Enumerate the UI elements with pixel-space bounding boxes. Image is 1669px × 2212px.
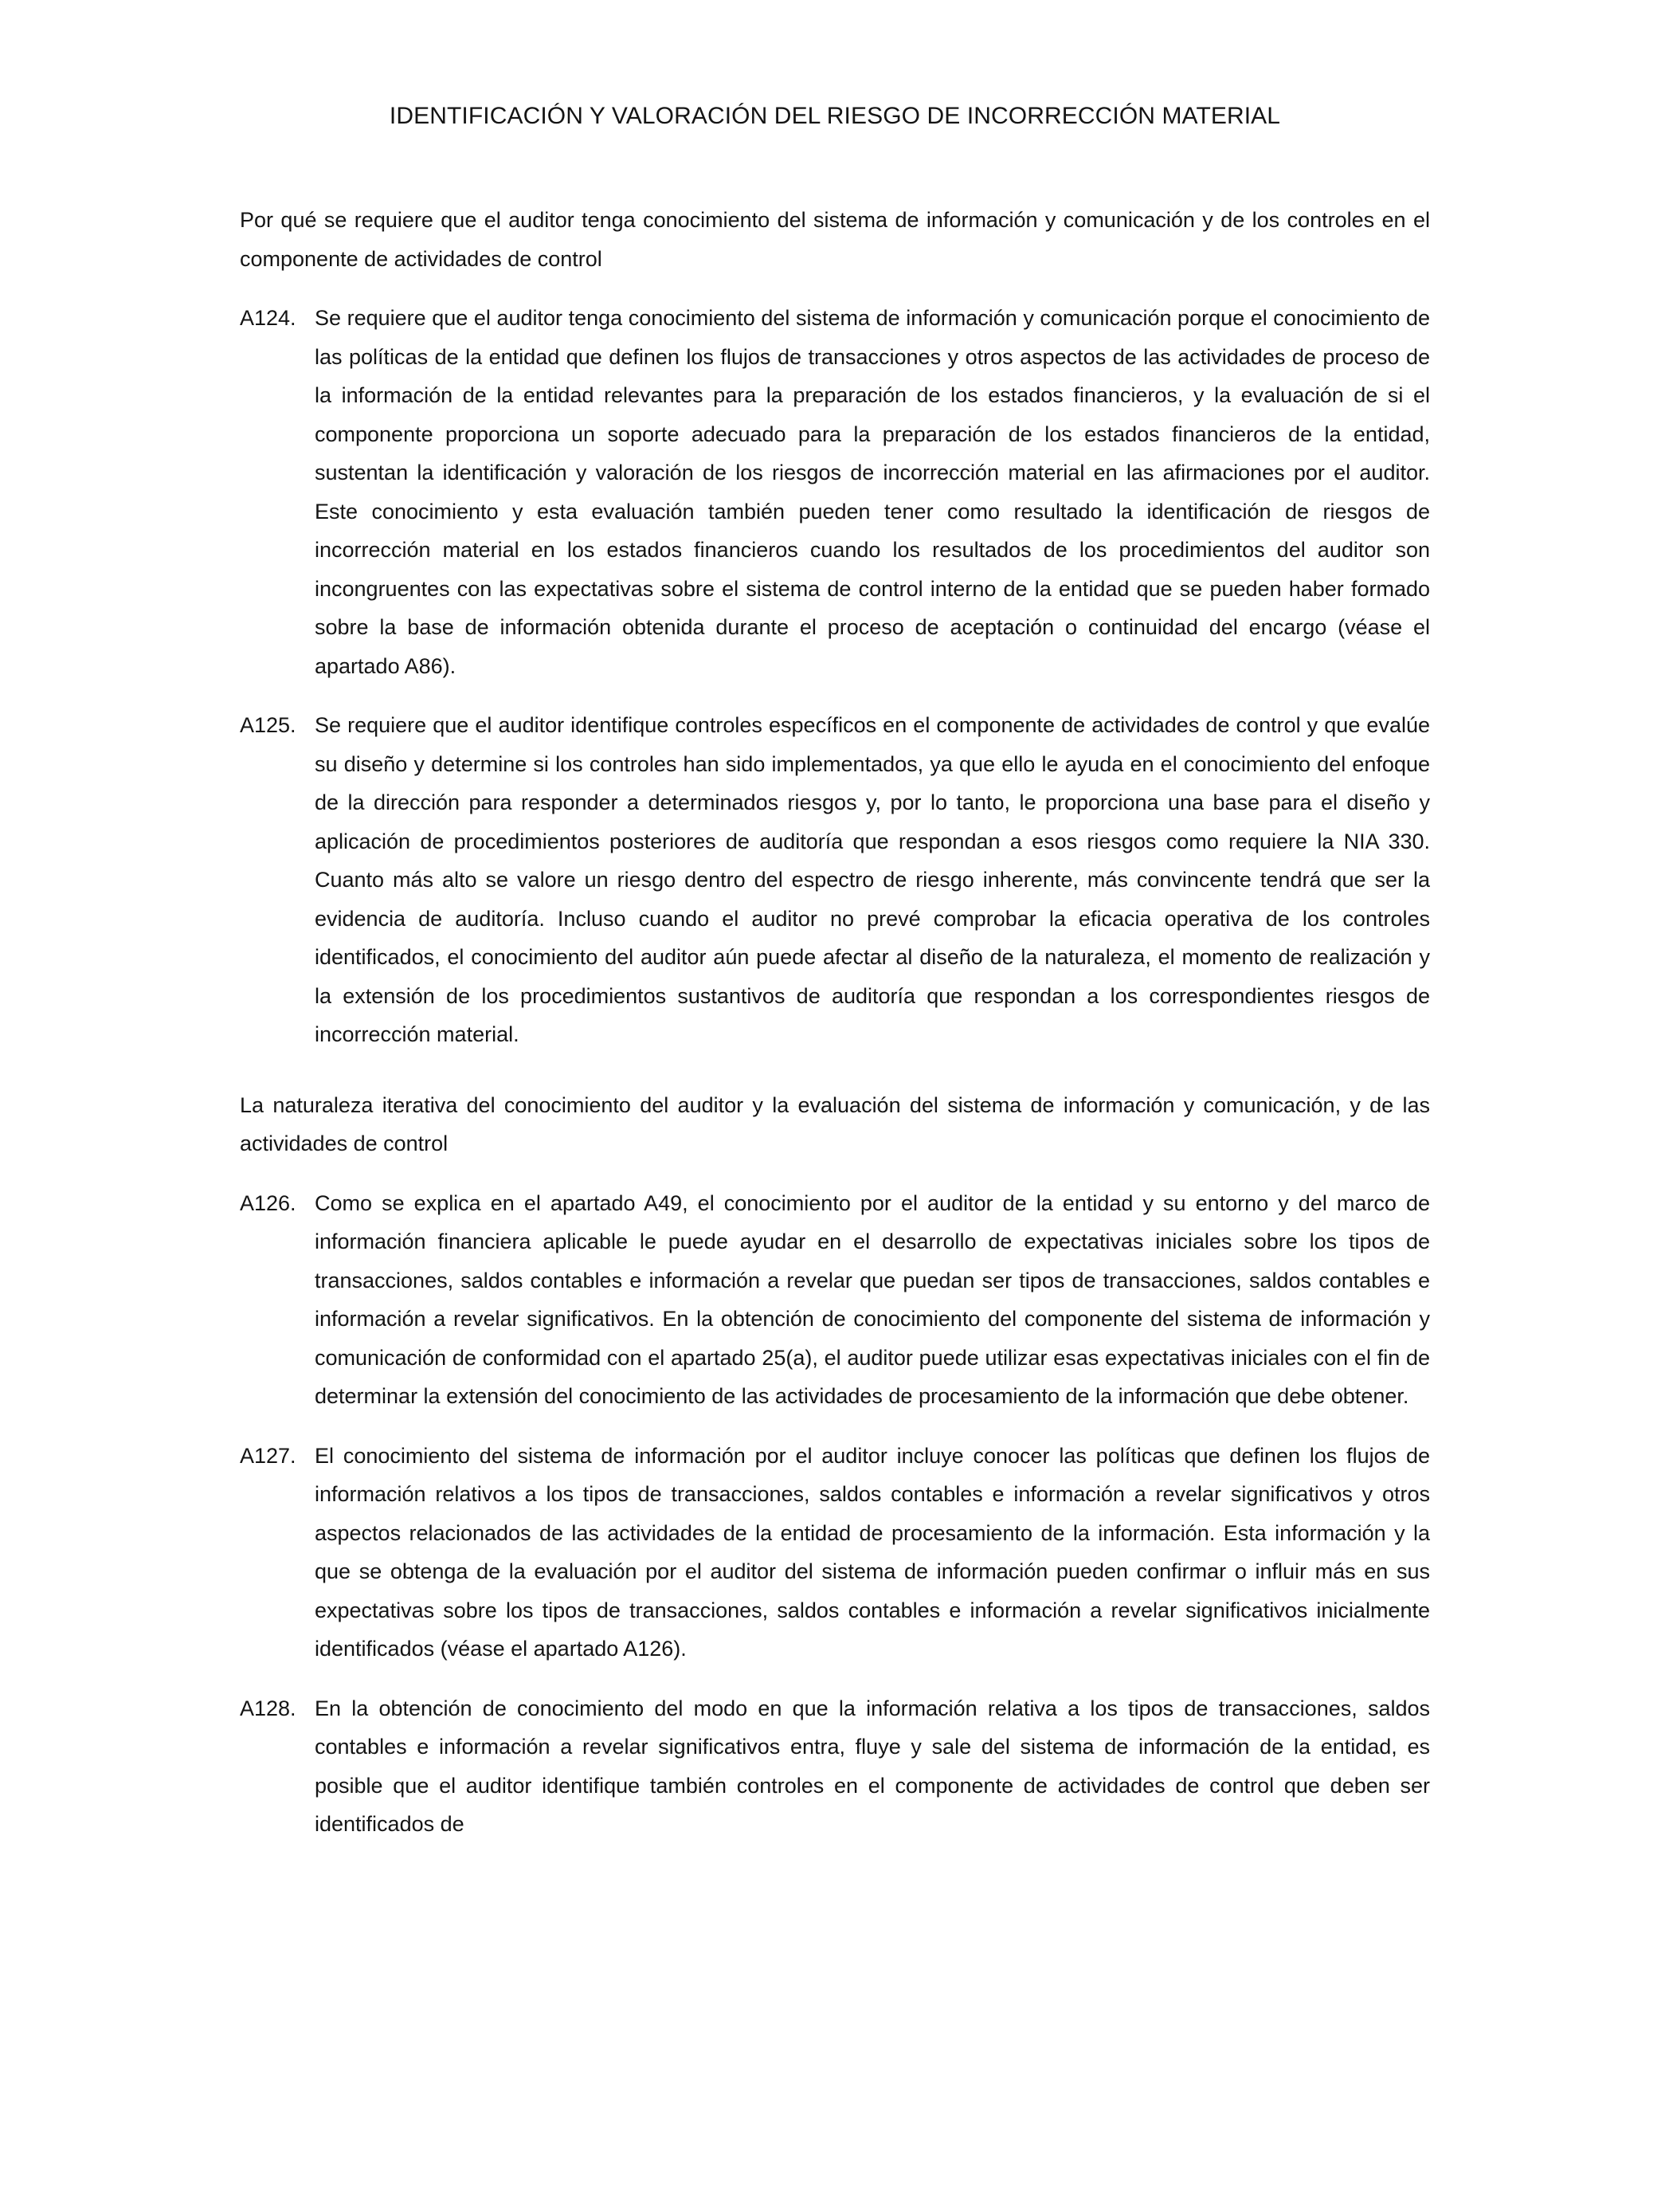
paragraph-number: A124.	[240, 306, 296, 330]
section-heading: Por qué se requiere que el auditor tenga conocimiento del sistema de información y comunicación y de los controles en el componente de actividades de control	[240, 208, 1430, 271]
section-heading: La naturaleza iterativa del conocimiento del auditor y la evaluación del sistema de información y comunicación, y de las actividades de control	[240, 1092, 1430, 1155]
paragraph-text: En la obtención de conocimiento del modo en que la información relativa a los tipos de transacciones, saldos contables e información a revelar significativos entra, fluye y sale del sistema de información de la entidad, es posible que el auditor identifique también controles en el componente de actividades de control que deben ser identificados de	[315, 1696, 1430, 1836]
paragraph	[240, 1184, 1430, 1416]
paragraph-number: A128.	[240, 1696, 296, 1720]
paragraph	[240, 706, 1430, 1054]
paragraph-number: A126.	[240, 1190, 296, 1215]
paragraph	[240, 299, 1430, 685]
paragraph	[240, 1689, 1430, 1844]
page-title: IDENTIFICACIÓN Y VALORACIÓN DEL RIESGO DE INCORRECCIÓN MATERIAL	[389, 103, 1281, 129]
paragraph-text: El conocimiento del sistema de información por el auditor incluye conocer las políticas que definen los flujos de información relativos a los tipos de transacciones, saldos contables e información a revelar significativos y otros aspectos relacionados de las actividades de la entidad de procesamiento de la información. Esta información y la que se obtenga de la evaluación por el auditor del sistema de información pueden confirmar o influir más en sus expectativas sobre los tipos de transacciones, saldos contables e información a revelar significativos inicialmente identificados (véase el apartado A126).	[315, 1443, 1430, 1661]
paragraph-number: A127.	[240, 1443, 296, 1468]
paragraph-number: A125.	[240, 713, 296, 737]
paragraph	[240, 1437, 1430, 1669]
paragraph-text: Se requiere que el auditor identifique controles específicos en el componente de actividades de control y que evalúe su diseño y determine si los controles han sido implementados, ya que ello le ayuda en el conocimiento del enfoque de la dirección para responder a determinados riesgos y, por lo tanto, le proporciona una base para el diseño y aplicación de procedimientos posteriores de auditoría que respondan a esos riesgos como requiere la NIA 330. Cuanto más alto se valore un riesgo dentro del espectro de riesgo inherente, más convincente tendrá que ser la evidencia de auditoría. Incluso cuando el auditor no prevé comprobar la eficacia operativa de los controles identificados, el conocimiento del auditor aún puede afectar al diseño de la naturaleza, el momento de realización y la extensión de los procedimientos sustantivos de auditoría que respondan a los correspondientes riesgos de incorrección material.	[315, 713, 1430, 1046]
paragraph-text: Como se explica en el apartado A49, el conocimiento por el auditor de la entidad y su entorno y del marco de información financiera aplicable le puede ayudar en el desarrollo de expectativas iniciales sobre los tipos de transacciones, saldos contables e información a revelar que puedan ser tipos de transacciones, saldos contables e información a revelar significativos. En la obtención de conocimiento del componente del sistema de información y comunicación de conformidad con el apartado 25(a), el auditor puede utilizar esas expectativas iniciales con el fin de determinar la extensión del conocimiento de las actividades de procesamiento de la información que debe obtener.	[315, 1190, 1430, 1408]
paragraph-text: Se requiere que el auditor tenga conocimiento del sistema de información y comunicación porque el conocimiento de las políticas de la entidad que definen los flujos de transacciones y otros aspectos de las actividades de proceso de la información de la entidad relevantes para la preparación de los estados financieros, y la evaluación de si el componente proporciona un soporte adecuado para la preparación de los estados financieros de la entidad, sustentan la identificación y valoración de los riesgos de incorrección material en las afirmaciones por el auditor. Este conocimiento y esta evaluación también pueden tener como resultado la identificación de riesgos de incorrección material en los estados financieros cuando los resultados de los procedimientos del auditor son incongruentes con las expectativas sobre el sistema de control interno de la entidad que se pueden haber formado sobre la base de información obtenida durante el proceso de aceptación o continuidad del encargo (véase el apartado A86).	[315, 306, 1430, 678]
